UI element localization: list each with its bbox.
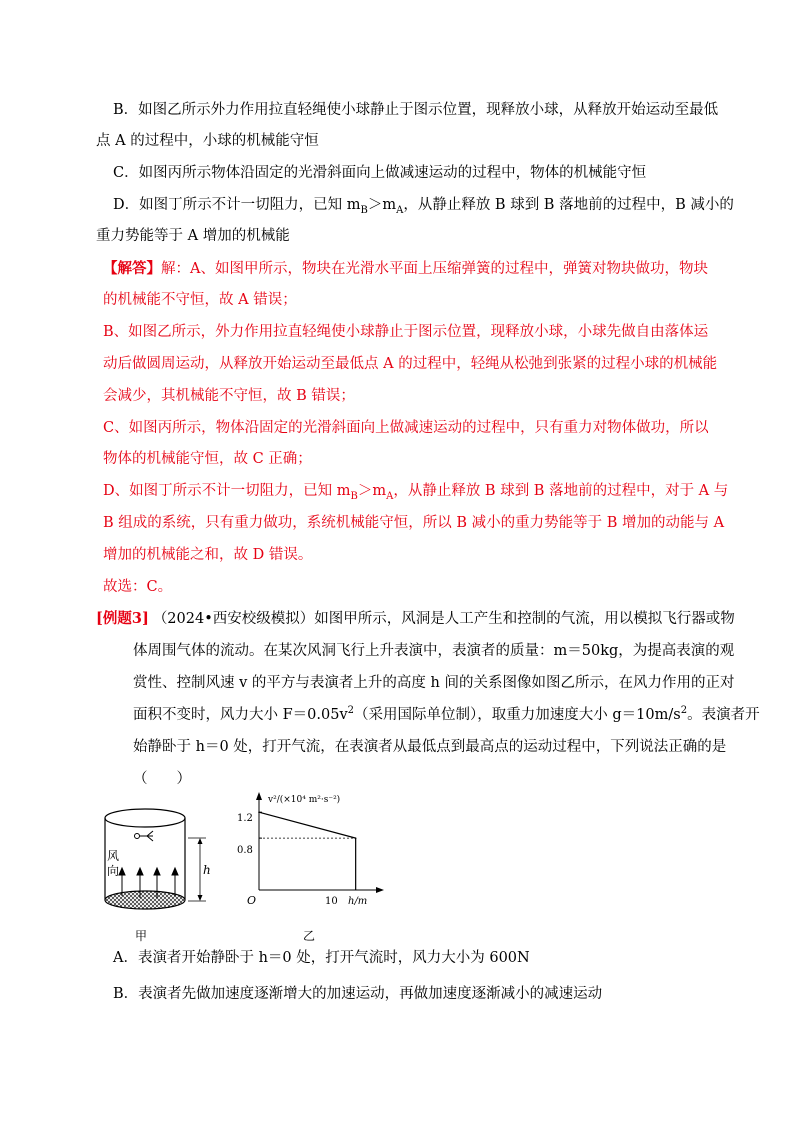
answer-b-line-1: B、如图乙所示，外力作用拉直轻绳使小球静止于图示位置，现释放小球，小球先做自由落体运 (103, 324, 709, 340)
answer-d-line-2: B 组成的系统，只有重力做功，系统机械能守恒，所以 B 减小的重力势能等于 B 增加的动能与 A (103, 515, 725, 531)
example-blank: （ ） (133, 771, 191, 787)
y-tick-1-2: 1.2 (237, 813, 253, 824)
option-d-line-1: D．如图丁所示不计一切阻力，已知 $m_B>m_A$，从静止释放 B 球到 B 落地前的过程中，B 减小的 (113, 197, 734, 216)
caption-yi: 乙 (303, 929, 316, 943)
wind-label-1: 风 (107, 849, 120, 863)
figure-jia (95, 800, 215, 950)
data-point-start (258, 811, 260, 813)
choice-b: B．表演者先做加速度逐渐增大的加速运动，再做加速度逐渐减小的减速运动 (113, 986, 603, 1002)
answer-b-line-3: 会减少，其机械能不守恒，故 B 错误； (103, 388, 355, 404)
option-b-line-2: 点 A 的过程中，小球的机械能守恒 (96, 133, 319, 149)
example-line-4: 面积不变时，风力大小 $F=0.05v^2$（采用国际单位制），取重力加速度大小 $g=10m/s^2$。表演者开 (133, 705, 760, 723)
y-tick-0-8: 0.8 (237, 845, 253, 856)
answer-d-line-1: D、如图丁所示不计一切阻力，已知 $m_B>m_A$，从静止释放 B 球到 B 落地前的过程中，对于 A 与 (103, 483, 729, 502)
answer-tag: 【解答】 (103, 260, 161, 277)
answer-c-line-1: C、如图丙所示，物体沿固定的光滑斜面向上做减速运动的过程中，只有重力对物体做功，所以 (103, 420, 709, 436)
figure-yi (235, 788, 385, 950)
h-label: h (203, 863, 211, 877)
answer-a-line-1: 【解答】解：A、如图甲所示，物块在光滑水平面上压缩弹簧的过程中，弹簧对物块做功，物块 (103, 260, 708, 277)
option-d-line-2: 重力势能等于 A 增加的机械能 (96, 228, 290, 244)
example-label: [例题3] (96, 610, 149, 627)
cylinder-top (105, 809, 185, 827)
example-line-2: 体周围气体的流动。在某次风洞飞行上升表演中，表演者的质量：m＝50kg，为提高表演的观 (133, 643, 735, 659)
y-axis-label: v²/(×10⁴ m²·s⁻²) (268, 795, 341, 805)
option-c-line: C．如图丙所示物体沿固定的光滑斜面向上做减速运动的过程中，物体的机械能守恒 (113, 165, 647, 181)
answer-c-line-2: 物体的机械能守恒，故 C 正确； (103, 451, 312, 467)
x-axis-label: h/m (348, 896, 368, 907)
x-tick-10: 10 (325, 896, 338, 907)
answer-a-line-2: 的机械能不守恒，故 A 错误； (103, 292, 297, 308)
example-line-1: [例题3] （2024•西安校级模拟）如图甲所示，风洞是人工产生和控制的气流，用以模拟飞行器或物 (96, 610, 735, 627)
option-b-line-1: B．如图乙所示外力作用拉直轻绳使小球静止于图示位置，现释放小球，从释放开始运动至最低 (113, 102, 719, 118)
data-point-end (355, 837, 357, 839)
answer-b-line-2: 动后做圆周运动，从释放开始运动至最低点 A 的过程中，轻绳从松弛到张紧的过程小球的机械能 (103, 356, 718, 372)
example-line-5: 始静卧于 h＝0 处，打开气流，在表演者从最低点到最高点的运动过程中，下列说法正确的是 (133, 739, 727, 755)
choice-a: A．表演者开始静卧于 h＝0 处，打开气流时，风力大小为 600N (113, 950, 530, 966)
caption-jia: 甲 (135, 929, 148, 943)
answer-choice: 故选：C。 (103, 579, 173, 595)
mesh-floor (105, 891, 185, 909)
wind-tunnel-diagram (95, 800, 215, 950)
performer-icon (135, 831, 154, 841)
answer-d-line-3: 增加的机械能之和，故 D 错误。 (103, 547, 313, 563)
series-line (259, 812, 356, 838)
wind-label-2: 向 (107, 864, 120, 878)
origin-label: O (247, 894, 257, 907)
v2-h-chart (235, 788, 385, 950)
example-line-3: 赏性、控制风速 v 的平方与表演者上升的高度 h 间的关系图像如图乙所示，在风力作用的正对 (133, 675, 735, 691)
